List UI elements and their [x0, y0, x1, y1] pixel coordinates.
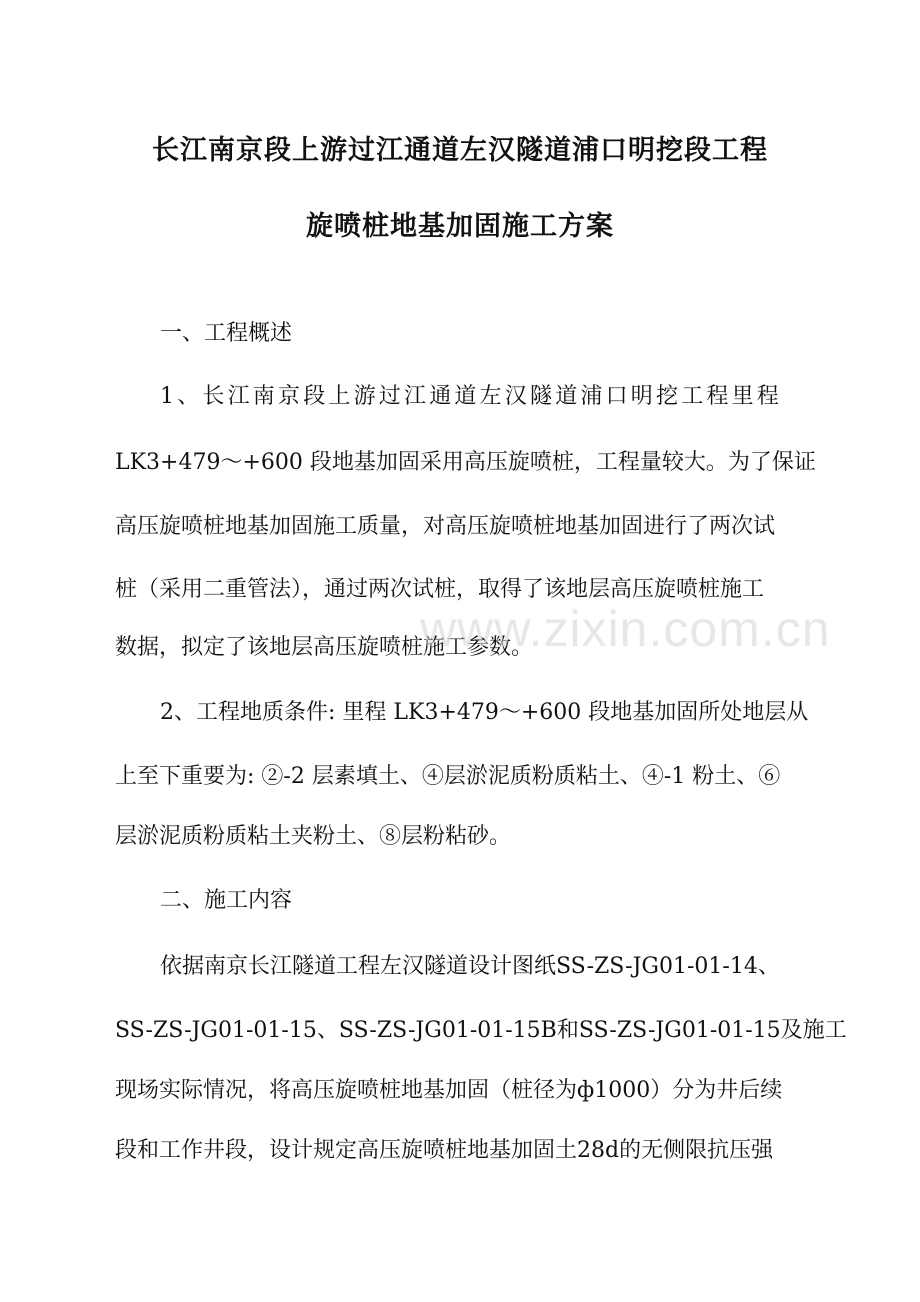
section-heading-overview: 一、工程概述: [160, 321, 293, 346]
paragraph-line: 上至下重要为: ②-2 层素填土、④层淤泥质粉质粘土、④-1 粉土、⑥: [115, 764, 781, 789]
paragraph-line: 桩（采用二重管法），通过两次试桩，取得了该地层高压旋喷桩施工: [115, 577, 765, 602]
paragraph-line: 段和工作井段，设计规定高压旋喷桩地基加固土28d的无侧限抗压强: [115, 1138, 774, 1163]
watermark-text: www.zixin.com.cn: [420, 601, 831, 657]
paragraph-line: LK3+479～+600 段地基加固采用高压旋喷桩，工程量较大。为了保证: [115, 450, 816, 475]
section-heading-content: 二、施工内容: [160, 888, 293, 913]
paragraph-line: 2、工程地质条件: 里程 LK3+479～+600 段地基加固所处地层从: [160, 700, 809, 725]
paragraph-line: 依据南京长江隧道工程左汉隧道设计图纸SS-ZS-JG01-01-14、: [160, 954, 780, 979]
paragraph-line: 层淤泥质粉质粘土夹粉土、⑧层粉粘砂。: [115, 824, 512, 849]
paragraph-line: 高压旋喷桩地基加固施工质量，对高压旋喷桩地基加固进行了两次试: [115, 514, 776, 539]
paragraph-line: SS-ZS-JG01-01-15、SS-ZS-JG01-01-15B和SS-ZS-JG01-01-15及施工: [115, 1018, 847, 1043]
document-title-line-1: 长江南京段上游过江通道左汉隧道浦口明挖段工程: [152, 135, 768, 166]
document-title-line-2: 旋喷桩地基加固施工方案: [306, 211, 614, 242]
paragraph-line: 1、长江南京段上游过江通道左汉隧道浦口明挖工程里程: [160, 384, 782, 409]
paragraph-line: 数据，拟定了该地层高压旋喷桩施工参数。: [115, 635, 534, 660]
paragraph-line: 现场实际情况，将高压旋喷桩地基加固（桩径为ф1000）分为井后续: [115, 1078, 783, 1103]
